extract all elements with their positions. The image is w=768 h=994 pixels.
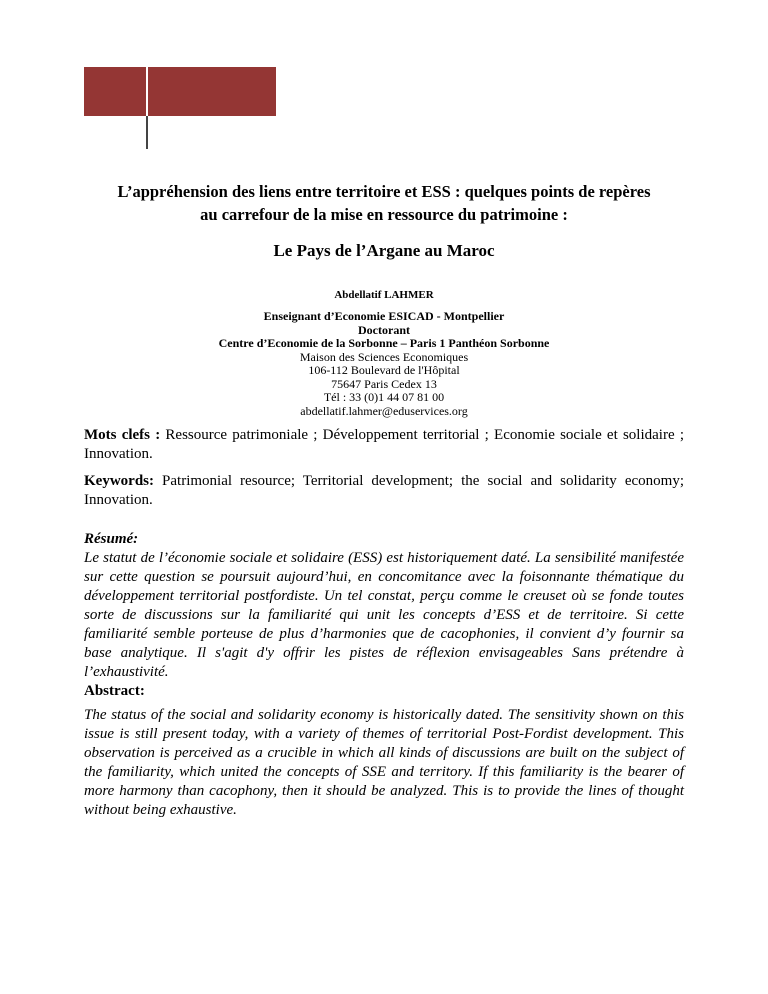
affiliation-phone: Tél : 33 (0)1 44 07 81 00	[323, 390, 445, 404]
resume-section	[84, 530, 684, 820]
resume-text: Le statut de l’économie sociale et solidaire (ESS) est historiquement daté. La sensibilité manifestée sur cette question se poursuit aujourd’hui, en concomitance avec la foisonnante thématique du développement territorial postfordiste. Un tel constat, perçu comme le creuset où se fonde toutes sorte de discussions sur la familiarité qui unit les concepts d’ESS et de territoire. Si cette familiarité semble porteuse de plus d’harmonies que de cacophonies, il convient d’y fournir sa base analytique. Il s'agit d'y offrir les pistes de réflexion envisageables Sans prétendre à l’exhaustivité.	[84, 550, 684, 680]
body-text	[84, 426, 684, 820]
abstract-label: Abstract:	[84, 683, 145, 699]
abstract-text: The status of the social and solidarity economy is historically dated. The sensitivity shown on this issue is still present today, with a variety of themes of territorial Post-Fordist development. This observation is perceived as a crucible in which all kinds of discussions are built on the subject of the familiarity, which united the concepts of SSE and territory. If this familiarity is the bearer of more harmony than cacophony, then it should be analyzed. This is to provide the lines of thought without being exhaustive.	[84, 707, 684, 818]
header-decoration-line	[146, 116, 148, 149]
title-line-1: L’appréhension des liens entre territoire et ESS : quelques points de repères	[117, 182, 651, 201]
affiliation-building: Maison des Sciences Economiques	[299, 349, 469, 364]
header-decoration-block-right	[148, 67, 276, 116]
affiliation	[0, 310, 768, 418]
header-decoration-block-left	[84, 67, 146, 116]
resume-label: Résumé:	[84, 531, 139, 547]
mots-clefs	[84, 426, 684, 464]
affiliation-centre: Centre d’Economie de la Sorbonne – Paris 1 Panthéon Sorbonne	[218, 336, 550, 350]
mots-clefs-text: Ressource patrimoniale ; Développement territorial ; Economie sociale et solidaire ; Innovation.	[84, 427, 684, 462]
subtitle: Le Pays de l’Argane au Maroc	[273, 241, 495, 260]
affiliation-street: 106-112 Boulevard de l'Hôpital	[308, 363, 460, 377]
affiliation-email: abdellatif.lahmer@eduservices.org	[300, 403, 468, 418]
keywords	[84, 472, 684, 510]
keywords-label: Keywords:	[84, 473, 154, 489]
title-line-2: au carrefour de la mise en ressource du patrimoine :	[200, 205, 568, 224]
affiliation-position: Enseignant d’Economie ESICAD - Montpellier	[263, 309, 505, 323]
affiliation-status: Doctorant	[358, 322, 410, 337]
keywords-text: Patrimonial resource; Territorial development; the social and solidarity economy; Innovation.	[84, 473, 684, 508]
author: Abdellatif LAHMER	[334, 289, 434, 301]
affiliation-city: 75647 Paris Cedex 13	[331, 376, 437, 391]
mots-clefs-label: Mots clefs :	[84, 427, 161, 443]
